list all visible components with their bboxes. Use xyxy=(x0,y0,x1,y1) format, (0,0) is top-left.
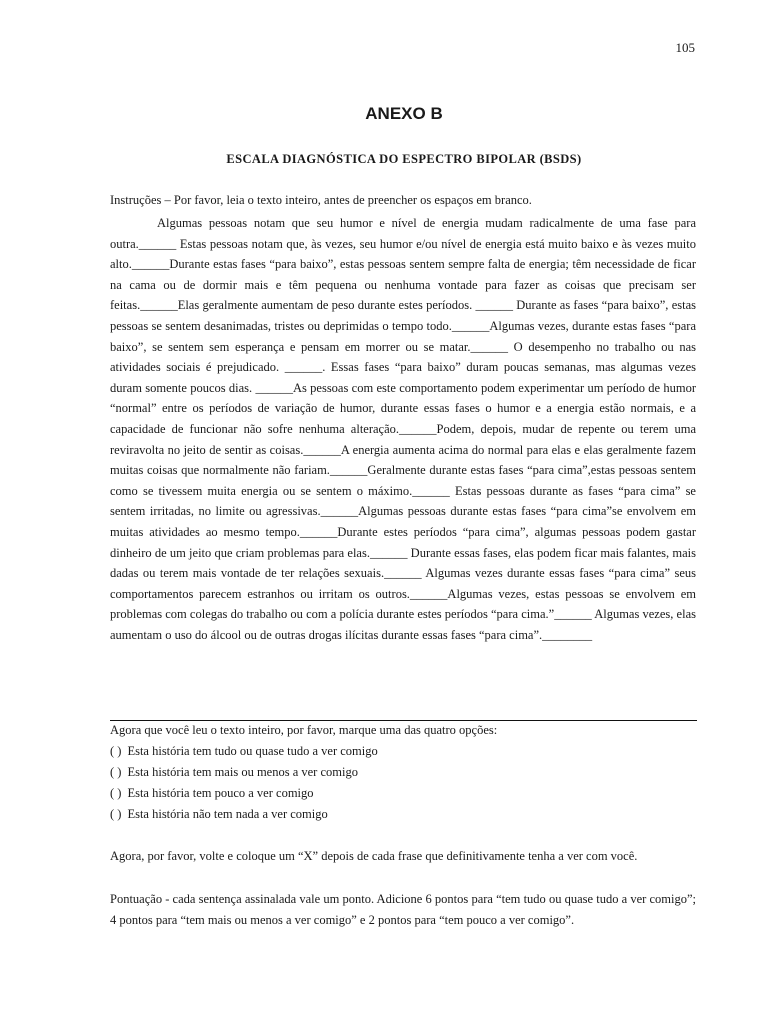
page-number: 105 xyxy=(675,40,695,55)
scale-title: ESCALA DIAGNÓSTICA DO ESPECTRO BIPOLAR (BSDS) xyxy=(226,152,582,166)
option-item[interactable] xyxy=(110,806,378,827)
option-checkbox[interactable]: ( ) xyxy=(110,744,122,758)
option-label: Esta história tem mais ou menos a ver comigo xyxy=(127,765,358,779)
option-label: Esta história tem tudo ou quase tudo a ver comigo xyxy=(127,744,378,758)
option-checkbox[interactable]: ( ) xyxy=(110,807,122,821)
option-item[interactable] xyxy=(110,785,378,806)
instructions-text: Instruções – Por favor, leia o texto inteiro, antes de preencher os espaços em branco. xyxy=(110,193,532,207)
option-item[interactable] xyxy=(110,743,378,764)
final-instruction: Agora, por favor, volte e coloque um “X” depois de cada frase que definitivamente tenha a ver com você. xyxy=(110,849,638,863)
questionnaire-body-text: Algumas pessoas notam que seu humor e nível de energia mudam radicalmente de uma fase para outra.______ Estas pessoas notam que, às vezes, seu humor e/ou nível de energia está muito baixo e às vezes muito alto.______Durante estas fases “para baixo”, estas pessoas sentem sempre falta de energia; têm necessidade de ficar na cama ou de dormir mais e têm pequena ou nenhuma vontade para fazer as coisas que precisam ser feitas.______Elas geralmente aumentam de peso durante estes períodos. ______ Durante as fases “para baixo”, estas pessoas se sentem desanimadas, tristes ou deprimidas o tempo todo.______Algumas vezes, durante estas fases “para baixo”, se sentem sem esperança e pensam em morrer ou se matar.______ O desempenho no trabalho ou nas atividades sociais é prejudicado. ______. Essas fases “para baixo” duram poucas semanas, mas algumas vezes duram somente poucos dias. ______As pessoas com este comportamento podem experimentar um período de humor “normal” entre os períodos de variação de humor, durante essas fases o humor e a energia estão normais, e a capacidade de funcionar não sofre nenhuma alteração.______Podem, depois, mudar de repente ou terem uma reviravolta no jeito de sentir as coisas.______A energia aumenta acima do normal para elas e elas geralmente fazem muitas coisas que normalmente não fariam.______Geralmente durante estas fases “para cima”,estas pessoas sentem como se tivessem muita energia ou se sentem o máximo.______ Estas pessoas durante as fases “para cima” se sentem irritadas, no limite ou agressivas.______Algumas pessoas durante estas fases “para cima”se envolvem em muitas atividades ao mesmo tempo.______Durante estes períodos “para cima”, algumas pessoas podem gastar dinheiro de um jeito que criam problemas para elas.______ Durante essas fases, elas podem ficar mais falantes, mais dadas ou terem mais vontade de ter relações sexuais.______ Algumas vezes durante essas fases “para cima” seus comportamentos parecem estranhos ou irritam os outros.______Algumas vezes, estas pessoas se envolvem em problemas com colegas do trabalho ou com a polícia durante estes períodos “para cima.”______ Algumas vezes, elas aumentam o uso do álcool ou de outras drogas ilícitas durante essas fases “para cima”.________ xyxy=(110,216,696,642)
annex-title: ANEXO B xyxy=(365,104,443,123)
options-intro: Agora que você leu o texto inteiro, por favor, marque uma das quatro opções: xyxy=(110,723,498,737)
options-list xyxy=(110,743,378,827)
option-label: Esta história não tem nada a ver comigo xyxy=(127,807,328,821)
option-item[interactable] xyxy=(110,764,378,785)
option-label: Esta história tem pouco a ver comigo xyxy=(127,786,314,800)
scoring-text: Pontuação - cada sentença assinalada vale um ponto. Adicione 6 pontos para “tem tudo ou quase tudo a ver comigo”; 4 pontos para “tem mais ou menos a ver comigo” e 2 pontos para “tem pouco a ver comigo”. xyxy=(110,892,696,927)
section-divider xyxy=(110,720,697,721)
option-checkbox[interactable]: ( ) xyxy=(110,765,122,779)
option-checkbox[interactable]: ( ) xyxy=(110,786,122,800)
